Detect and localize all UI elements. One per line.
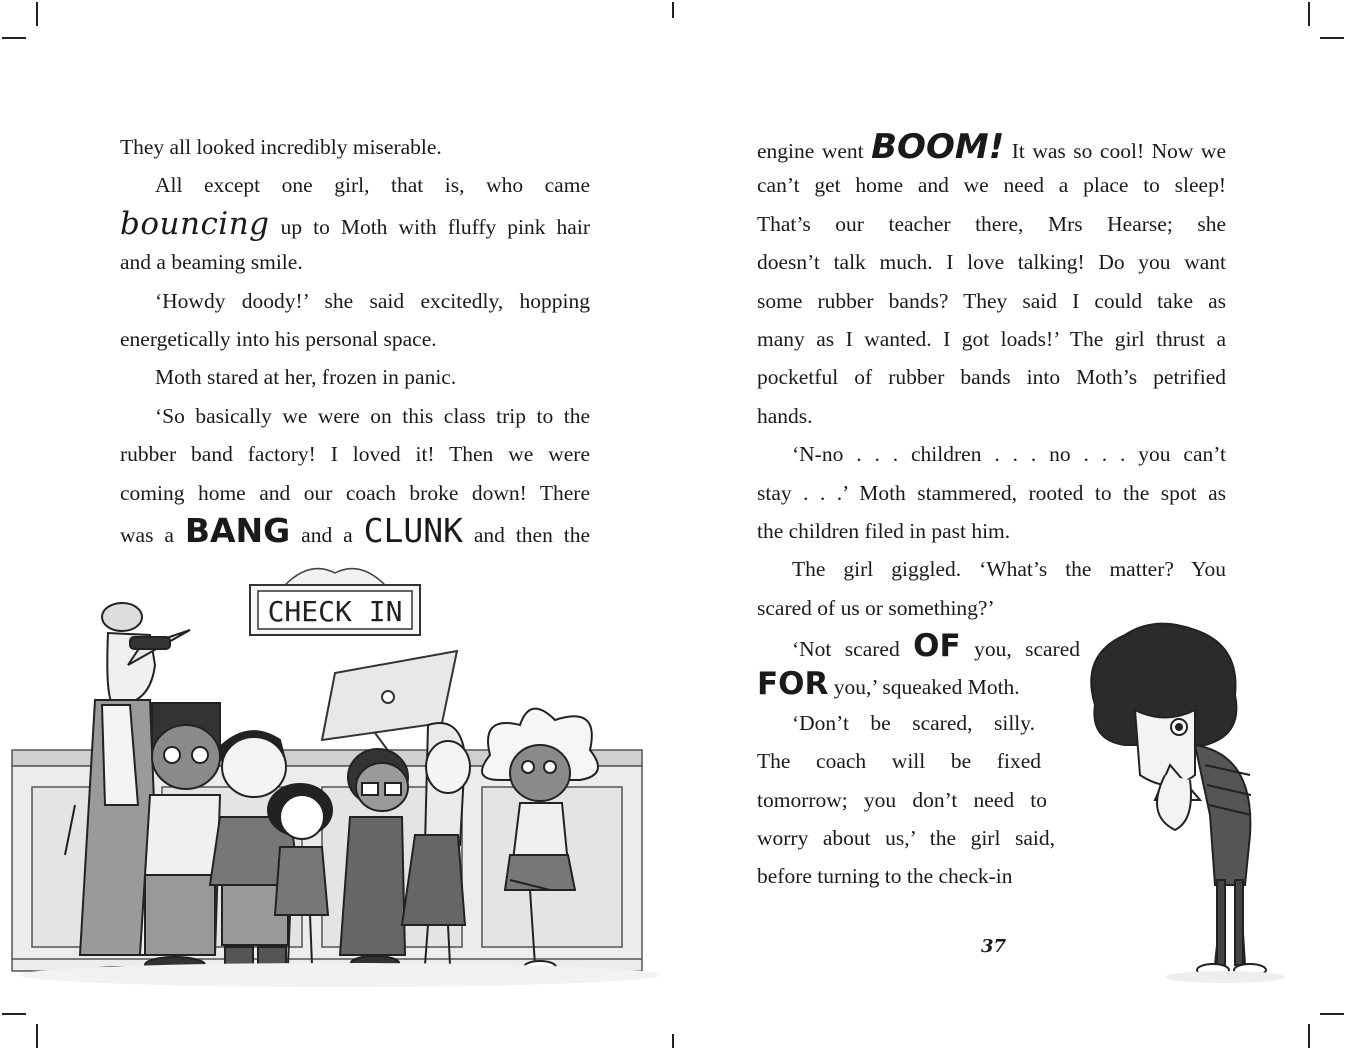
text-fragment: you, scared (974, 637, 1080, 662)
sound-effect-for: FOR (757, 666, 829, 703)
text-fragment: and then the (473, 522, 591, 547)
text-line: stay . . .’ Moth stammered, rooted to the spot as (757, 480, 1226, 505)
crop-mark-top-right-horizontal (1320, 37, 1344, 39)
text-line: before turning to the check-in (757, 864, 1013, 889)
text-fragment: It was so cool! Now we (1011, 139, 1227, 163)
crop-mark-top-center (672, 2, 674, 18)
moth-figure (1091, 624, 1266, 976)
text-line: pocketful of rubber bands into Moth’s petrified (757, 365, 1226, 390)
check-in-illustration (10, 555, 660, 1005)
text-line: can’t get home and we need a place to sleep! (757, 173, 1226, 198)
text-fragment: and a (301, 522, 353, 547)
text-line: hands. (757, 403, 813, 428)
sound-effect-bang: BANG (184, 510, 291, 550)
text-line: energetically into his personal space. (120, 326, 437, 351)
text-line: worry about us,’ the girl said, (757, 826, 1055, 851)
text-fragment: engine went (757, 139, 864, 163)
child-girl-glasses (340, 749, 408, 970)
text-line: the children filed in past him. (757, 518, 1011, 543)
sound-effect-of: OF (913, 628, 961, 665)
text-line: many as I wanted. I got loads!’ The girl thrust a (757, 326, 1226, 351)
text-line (120, 512, 590, 550)
crop-mark-bottom-left-vertical (36, 1024, 38, 1048)
text-fragment: ‘Not scared (792, 637, 900, 662)
moth-illustration (1075, 615, 1285, 985)
check-in-sign (250, 569, 420, 635)
text-line: The girl giggled. ‘What’s the matter? You (792, 557, 1226, 582)
left-page-text (120, 128, 590, 550)
text-line: coming home and our coach broke down! There (120, 480, 590, 505)
text-line: tomorrow; you don’t need to (757, 787, 1047, 812)
crop-mark-top-left-vertical (36, 2, 38, 26)
sound-effect-clunk: CLUNK (363, 510, 463, 550)
text-line: The coach will be fixed (757, 749, 1041, 774)
text-line: ‘Don’t be scared, silly. (792, 710, 1035, 735)
text-line (757, 627, 1080, 665)
text-line: Moth stared at her, frozen in panic. (155, 365, 457, 390)
sound-effect-bouncing: bouncing (120, 205, 270, 242)
text-line: some rubber bands? They said I could take as (757, 288, 1226, 313)
crop-mark-bottom-center (672, 1034, 674, 1048)
text-line: They all looked incredibly miserable. (120, 135, 442, 159)
text-line: ‘Howdy doody!’ she said excitedly, hopping (155, 288, 590, 313)
text-line: ‘N-no . . . children . . . no . . . you can’t (792, 442, 1226, 467)
crop-mark-bottom-right-vertical (1308, 1024, 1310, 1048)
page-number: 37 (981, 936, 1007, 957)
text-line (757, 128, 1226, 166)
text-line (120, 205, 590, 243)
text-line: scared of us or something?’ (757, 595, 995, 620)
crop-mark-top-left-horizontal (2, 37, 26, 39)
text-line: and a beaming smile. (120, 250, 303, 275)
text-fragment: up to Moth with fluffy pink hair (280, 214, 590, 239)
child-boy-tall (140, 703, 220, 973)
crop-mark-top-right-vertical (1308, 2, 1310, 26)
text-line: doesn’t talk much. I love talking! Do you want (757, 250, 1226, 275)
sound-effect-boom: BOOM! (871, 127, 1005, 167)
text-line: All except one girl, that is, who came (155, 173, 590, 198)
text-line: rubber band factory! I loved it! Then we were (120, 442, 590, 467)
crop-mark-bottom-right-horizontal (1320, 1013, 1344, 1015)
text-fragment: you,’ squeaked Moth. (833, 675, 1020, 700)
text-line: That’s our teacher there, Mrs Hearse; she (757, 211, 1226, 236)
sign-text: CHECK IN (267, 595, 403, 628)
crop-mark-bottom-left-horizontal (2, 1013, 26, 1015)
text-fragment: was a (120, 522, 174, 547)
text-line: ‘So basically we were on this class trip to the (155, 403, 590, 428)
